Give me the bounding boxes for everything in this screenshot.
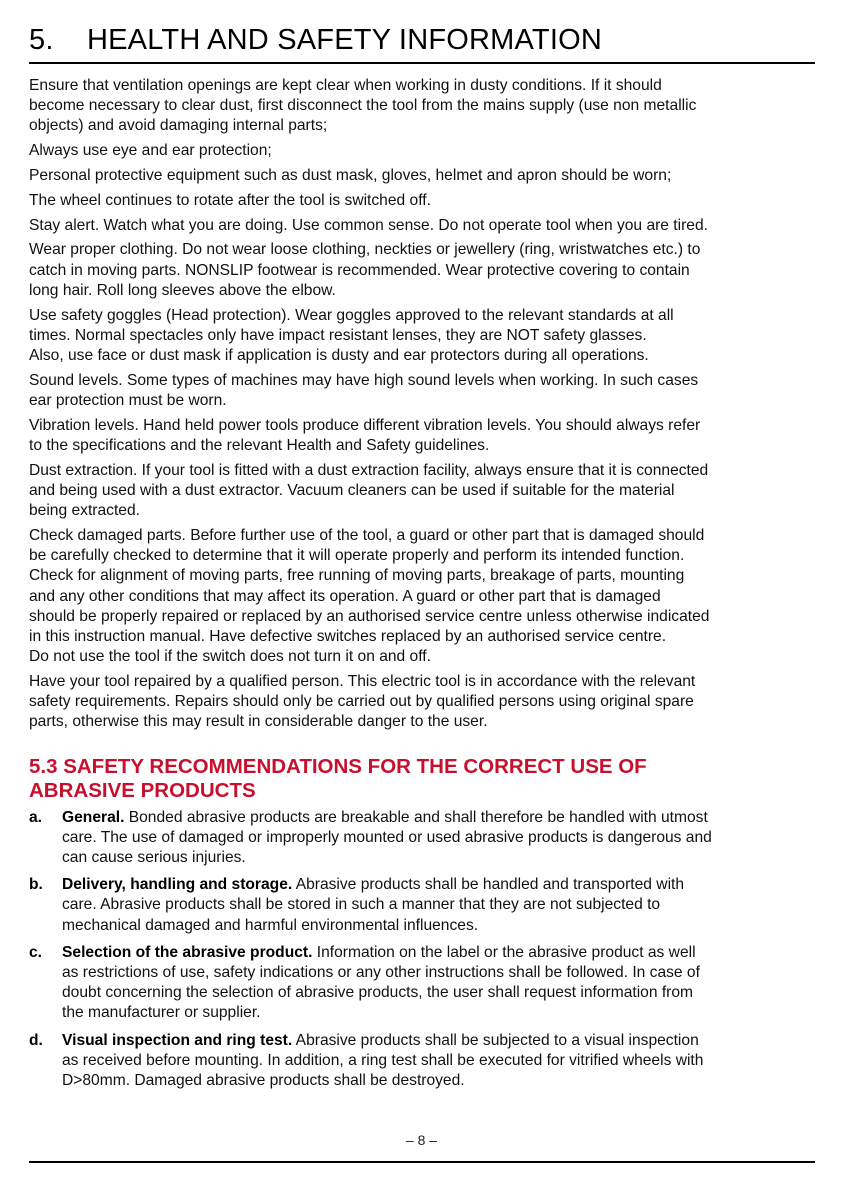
paragraph-line: Check for alignment of moving parts, free running of moving parts, breakage of parts, mounting (29, 567, 685, 585)
paragraph (29, 672, 815, 733)
item-line: care. Abrasive products shall be stored in such a manner that they are not subjected to (62, 896, 661, 914)
paragraph-line: Vibration levels. Hand held power tools produce different vibration levels. You should always refer (29, 416, 701, 434)
paragraph-line: The wheel continues to rotate after the tool is switched off. (29, 191, 431, 209)
paragraph-line: safety requirements. Repairs should only be carried out by qualified persons using original spare (29, 693, 694, 711)
item-body (62, 875, 684, 936)
paragraph-line: be carefully checked to determine that it will operate properly and perform its intended function. (29, 547, 685, 565)
paragraph-line: in this instruction manual. Have defective switches replaced by an authorised service centre. (29, 628, 667, 646)
heading-title: HEALTH AND SAFETY INFORMATION (87, 24, 602, 56)
paragraph (29, 416, 815, 456)
paragraph-line: Always use eye and ear protection; (29, 142, 272, 160)
paragraph-line: Personal protective equipment such as dust mask, gloves, helmet and apron should be worn; (29, 167, 672, 184)
paragraph-line: Use safety goggles (Head protection). Wear goggles approved to the relevant standards at all (29, 306, 674, 324)
item-heading: Visual inspection and ring test. (62, 1031, 293, 1049)
recommendation-item (29, 1031, 815, 1092)
item-line: can cause serious injuries. (62, 849, 246, 867)
paragraph-line: become necessary to clear dust, first disconnect the tool from the mains supply (use non metallic (29, 97, 697, 115)
item-heading: Selection of the abrasive product. (62, 943, 313, 961)
item-line: D>80mm. Damaged abrasive products shall be destroyed. (62, 1072, 465, 1090)
paragraph-line: long hair. Roll long sleeves above the elbow. (29, 281, 336, 299)
paragraph (29, 76, 815, 137)
item-letter: a. (29, 808, 43, 826)
item-first-line-text: Bonded abrasive products are breakable and shall therefore be handled with utmost (124, 808, 708, 826)
paragraph-line: Do not use the tool if the switch does not turn it on and off. (29, 648, 431, 666)
paragraph (29, 371, 815, 411)
item-first-line-text: Abrasive products shall be subjected to a visual inspection (292, 1031, 699, 1049)
paragraph-line: objects) and avoid damaging internal parts; (29, 117, 328, 135)
paragraph (29, 166, 815, 186)
item-body (62, 943, 700, 1024)
paragraph (29, 191, 815, 211)
recommendation-item (29, 808, 815, 869)
health-safety-body (29, 76, 815, 733)
paragraph-line: Check damaged parts. Before further use of the tool, a guard or other part that is damaged should (29, 527, 705, 544)
page-heading (29, 20, 815, 60)
item-first-line (62, 875, 684, 895)
paragraph-line: being extracted. (29, 502, 140, 520)
page-number: – 8 – (405, 1132, 438, 1148)
item-body (62, 808, 712, 869)
recommendations-list (29, 808, 815, 1092)
paragraph-line: Dust extraction. If your tool is fitted with a dust extraction facility, always ensure that it is connected (29, 461, 709, 479)
item-line: care. The use of damaged or improperly mounted or used abrasive products is dangerous and (62, 828, 712, 846)
paragraph-line: Stay alert. Watch what you are doing. Use common sense. Do not operate tool when you are tired. (29, 216, 708, 234)
item-heading: Delivery, handling and storage. (62, 876, 293, 894)
item-letter: b. (29, 876, 43, 894)
paragraph (29, 306, 815, 367)
heading-number: 5. (29, 24, 54, 56)
item-first-line (62, 1031, 703, 1051)
item-letter: d. (29, 1031, 43, 1049)
paragraph-line: should be properly repaired or replaced by an authorised service centre unless otherwise indicated (29, 607, 710, 625)
item-line: doubt concerning the selection of abrasive products, the user shall request information from (62, 984, 694, 1002)
item-first-line (62, 943, 700, 963)
section-title-line-1: 5.3 SAFETY RECOMMENDATIONS FOR THE CORRECT USE OF (29, 754, 647, 778)
paragraph-line: Sound levels. Some types of machines may have high sound levels when working. In such cases (29, 371, 699, 389)
page-content (29, 20, 815, 1098)
paragraph-line: ear protection must be worn. (29, 392, 227, 409)
item-first-line-text: Abrasive products shall be handled and transported with (292, 876, 685, 894)
item-first-line (62, 808, 712, 828)
item-line: as received before mounting. In addition, a ring test shall be executed for vitrified wheels with (62, 1051, 704, 1069)
recommendation-item (29, 943, 815, 1024)
heading-rule (29, 62, 815, 64)
paragraph-line: and being used with a dust extractor. Vacuum cleaners can be used if suitable for the material (29, 482, 675, 499)
item-first-line-text: Information on the label or the abrasive product as well (312, 943, 696, 961)
paragraph (29, 240, 815, 301)
paragraph (29, 461, 815, 522)
item-heading: General. (62, 808, 125, 826)
section-title-line-2: ABRASIVE PRODUCTS (29, 778, 256, 802)
paragraph-line: and any other conditions that may affect its operation. A guard or other part that is damaged (29, 587, 661, 605)
item-line: mechanical damaged and harmful environmental influences. (62, 916, 479, 934)
paragraph-line: catch in moving parts. NONSLIP footwear is recommended. Wear protective covering to contain (29, 261, 690, 279)
paragraph-line: Wear proper clothing. Do not wear loose clothing, neckties or jewellery (ring, wristwatches etc.) to (29, 241, 701, 259)
item-body (62, 1031, 703, 1092)
item-letter: c. (29, 943, 43, 961)
paragraph (29, 526, 815, 667)
paragraph-line: parts, otherwise this may result in considerable danger to the user. (29, 713, 488, 731)
paragraph (29, 141, 815, 161)
paragraph-line: to the specifications and the relevant Health and Safety guidelines. (29, 437, 490, 454)
paragraph-line: Have your tool repaired by a qualified person. This electric tool is in accordance with the relevant (29, 673, 696, 691)
paragraph-line: Ensure that ventilation openings are kept clear when working in dusty conditions. If it should (29, 77, 662, 94)
section-title (29, 755, 815, 803)
item-line: as restrictions of use, safety indications or any other instructions shall be followed. In case of (62, 964, 700, 982)
recommendation-item (29, 875, 815, 936)
paragraph (29, 216, 815, 236)
item-line: the manufacturer or supplier. (62, 1004, 261, 1022)
footer-rule (29, 1161, 815, 1163)
paragraph-line: Also, use face or dust mask if application is dusty and ear protectors during all operations. (29, 347, 649, 364)
paragraph-line: times. Normal spectacles only have impact resistant lenses, they are NOT safety glasses. (29, 326, 647, 344)
